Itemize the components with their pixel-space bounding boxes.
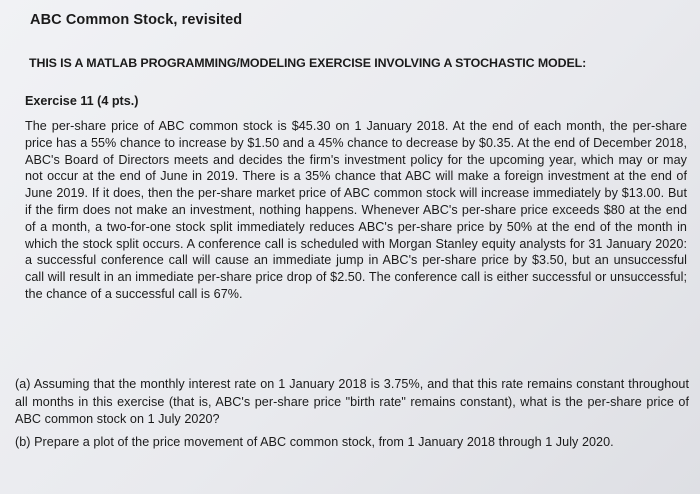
question-b: (b) Prepare a plot of the price movement of ABC common stock, from 1 January 2018 through 1 July 2020. — [15, 435, 614, 449]
exercise-heading: Exercise 11 (4 pts.) — [25, 94, 139, 108]
exercise-type-banner: THIS IS A MATLAB PROGRAMMING/MODELING EXERCISE INVOLVING A STOCHASTIC MODEL: — [29, 56, 587, 70]
question-a: (a) Assuming that the monthly interest rate on 1 January 2018 is 3.75%, and that this rate remains constant throughout all months in this exercise (that is, ABC's per-share price "birth rate" remains constant), what is the per-share price of ABC common stock on 1 July 2020? — [15, 377, 689, 427]
problem-statement-paragraph: The per-share price of ABC common stock is $45.30 on 1 January 2018. At the end of each month, the per-share price has a 55% chance to increase by $1.50 and a 45% chance to decrease by $0.35. At the end of December 2018, ABC's Board of Directors meets and decides the firm's investment policy for the upcoming year, which may or may not occur at the end of June in 2019. There is a 35% chance that ABC will make a foreign investment at the end of June 2019. If it does, then the per-share market price of ABC common stock will increase immediately by $13.00. But if the firm does not make an investment, nothing happens. Whenever ABC's per-share price exceeds $80 at the end of a month, a two-for-one stock split immediately reduces ABC's per-share price by 50% at the end of the month in which the stock split occurs. A conference call is scheduled with Morgan Stanley equity analysts for 31 January 2020: a successful conference call will cause an immediate jump in ABC's per-share price by $3.50, but an unsuccessful call will result in an immediate per-share price drop of $2.50. The conference call is either successful or unsuccessful; the chance of a successful call is 67%. — [25, 119, 687, 301]
document-title: ABC Common Stock, revisited — [30, 12, 243, 28]
